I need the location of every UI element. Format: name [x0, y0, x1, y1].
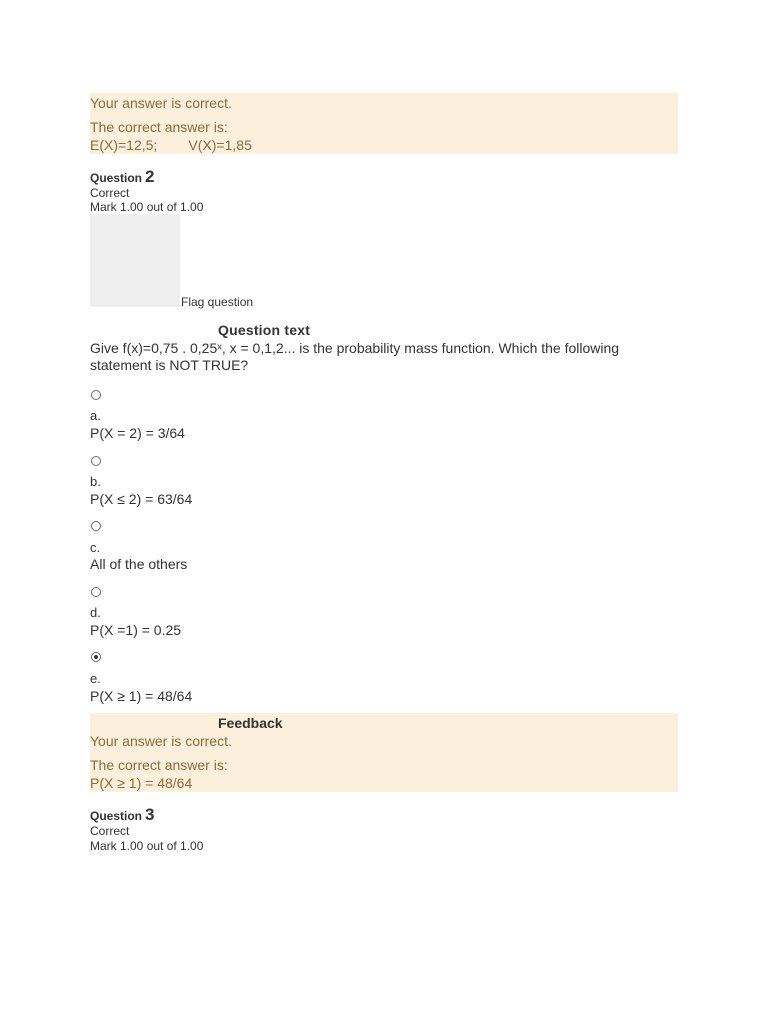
option-b-letter: b.	[90, 474, 101, 489]
option-d-radio[interactable]	[91, 587, 101, 597]
question-label: Question	[90, 171, 143, 185]
question-label: Question	[90, 809, 143, 823]
question-mark: Mark 1.00 out of 1.00	[90, 839, 204, 853]
question-header	[90, 805, 154, 825]
option-b-text[interactable]: P(X ≤ 2) = 63/64	[90, 491, 193, 507]
correct-answer-label: The correct answer is:	[90, 757, 228, 773]
feedback-status: Your answer is correct.	[90, 733, 232, 749]
option-c-letter: c.	[90, 540, 101, 555]
question-text: Give f(x)=0,75 . 0,25ˣ, x = 0,1,2... is the probability mass function. Which the following statement is NOT TRUE?	[90, 340, 620, 373]
option-a-letter: a.	[90, 408, 101, 423]
option-e-letter: e.	[90, 671, 101, 686]
correct-answer-value: P(X ≥ 1) = 48/64	[90, 775, 193, 791]
option-e-text[interactable]: P(X ≥ 1) = 48/64	[90, 688, 193, 704]
question-text-heading: Question text	[218, 322, 311, 338]
option-a-text[interactable]: P(X = 2) = 3/64	[90, 425, 185, 441]
option-b-radio[interactable]	[91, 456, 101, 466]
question-mark: Mark 1.00 out of 1.00	[90, 200, 204, 214]
option-e-radio[interactable]	[91, 652, 101, 662]
q2-feedback-box	[90, 713, 678, 792]
correct-answer-value: E(X)=12,5; V(X)=1,85	[90, 137, 252, 153]
question-number: 3	[145, 805, 155, 824]
feedback-status: Your answer is correct.	[90, 95, 232, 111]
option-d-letter: d.	[90, 605, 101, 620]
flag-question-icon[interactable]	[90, 214, 180, 307]
question-state: Correct	[90, 186, 130, 200]
q1-feedback-box	[90, 93, 678, 154]
option-d-text[interactable]: P(X =1) = 0.25	[90, 622, 182, 638]
option-a-radio[interactable]	[91, 390, 101, 400]
question-header	[90, 167, 154, 187]
correct-answer-label: The correct answer is:	[90, 119, 228, 135]
feedback-heading: Feedback	[218, 715, 283, 731]
option-c-radio[interactable]	[91, 521, 101, 531]
question-state: Correct	[90, 824, 130, 838]
flag-question-link[interactable]: Flag question	[181, 295, 254, 309]
option-c-text[interactable]: All of the others	[90, 556, 188, 572]
question-number: 2	[145, 167, 155, 186]
